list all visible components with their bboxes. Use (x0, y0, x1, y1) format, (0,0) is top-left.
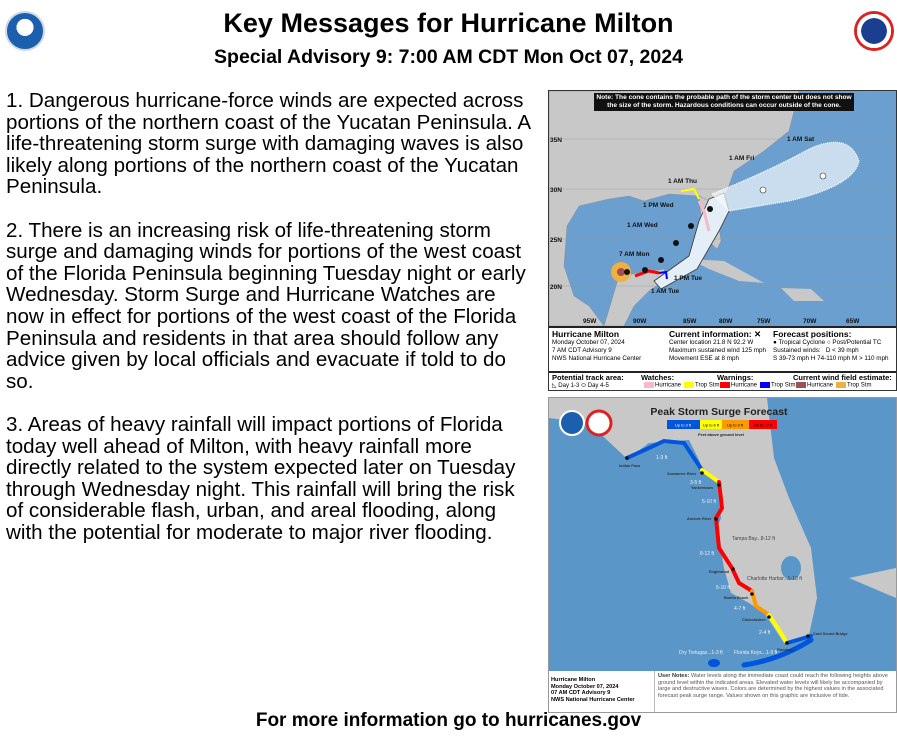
range-label: 2-4 ft (759, 630, 771, 636)
lat-label: 30N (550, 187, 562, 194)
info-center: NWS National Hurricane Center (552, 355, 642, 362)
surge-advisory: 07 AM CDT Advisory 9 (551, 690, 611, 696)
track-label: 1 AM Thu (668, 178, 698, 185)
surge-storm: Hurricane Milton (551, 677, 596, 683)
lat-label: 35N (550, 137, 562, 144)
place-label: Card Sound Bridge (813, 632, 848, 636)
warnings-title: Warnings: (717, 373, 754, 382)
surge-title: Peak Storm Surge Forecast (650, 406, 788, 418)
cone-map (549, 91, 896, 326)
ts-watch-key: Trop Stm (695, 382, 720, 389)
lon-label: 75W (757, 318, 771, 325)
key-messages (6, 90, 536, 565)
range-label: 1-3 ft (656, 455, 668, 461)
range-label: 5-10 ft (716, 585, 731, 591)
storm-name: Hurricane Milton (552, 329, 620, 339)
footer-link-text: For more information go to hurricanes.gov (255, 710, 642, 731)
keys-label: Florida Keys...1-3 ft (734, 650, 778, 656)
surge-graphic (548, 397, 897, 713)
movement: Movement ESE at 8 mph (669, 355, 739, 362)
cone-graphic (548, 90, 897, 391)
track-label: 1 PM Wed (643, 202, 674, 209)
track-label: 1 AM Wed (627, 222, 658, 229)
track-label: 7 AM Mon (619, 251, 650, 258)
dry-tortugas-label: Dry Tortugas...1-3 ft (679, 650, 723, 656)
wind-field-title: Current wind field estimate: (793, 373, 892, 382)
track-label: 1 AM Fri (729, 155, 755, 162)
ptc-key: ○ Post/Potential TC (826, 339, 882, 346)
place-label: Flamingo (777, 648, 794, 652)
place-label: Englewood (709, 570, 730, 574)
max-wind: Maximum sustained wind 125 mph (669, 347, 766, 354)
surge-footer (549, 671, 896, 712)
surge-map (549, 398, 896, 670)
advisory-subtitle: Special Advisory 9: 7:00 AM CDT Mon Oct 07, 2024 (214, 46, 683, 68)
current-info-title: Current information: ✕ (669, 329, 762, 339)
scale-9ft: Up to 9 ft (726, 422, 744, 428)
tc-key: ● Tropical Cyclone (773, 339, 826, 346)
hurricane-warning-key: Hurricane (731, 382, 758, 389)
range-label: 8-12 ft (700, 551, 715, 557)
place-label: Yankeetown (691, 486, 713, 490)
track-area-title: Potential track area: (552, 373, 624, 382)
hurricane-wind-key: Hurricane (807, 382, 834, 389)
forecast-positions-title: Forecast positions: (773, 329, 852, 339)
cone-legend: Potential track area: ◺ Day 1-3 ⬭ Day 4-5 Watches: Hurricane Trop Stm Warnings: Hurricane Trop Stm Current wind field estimate: Hurricane Trop Stm (549, 371, 896, 390)
user-notes: Water levels along the immediate coast could reach the following heights above ground level within the indicated areas. Elevated water levels will likely be accompanied by large and destructive waves. Colors are determined by the highest values in the associated forecast peak surge range. Values shown on this graphic are inclusive of tide. (658, 673, 888, 699)
d-key: D < 39 mph (825, 347, 859, 354)
lat-label: 20N (550, 284, 562, 291)
track-label: 1 AM Sat (787, 136, 815, 143)
key-message-2: 2. There is an increasing risk of life-threatening storm surge and damaging winds for portions of the west coast of the Florida Peninsula beginning Tuesday night or early Wednesday. Storm Surge and Hurricane Watches are now in effect for portions of the west coast of the Florida Peninsula and residents in that area should follow any advice given by local officials and evacuate if told to do so. (6, 218, 526, 393)
scale-6ft: Up to 6 ft (702, 422, 720, 428)
user-notes-label: User Notes: (658, 673, 690, 679)
page-title: Key Messages for Hurricane Milton (223, 8, 674, 38)
place-label: Bonita Beach (724, 596, 749, 600)
track-label: 1 AM Tue (651, 288, 680, 295)
range-label: 4-7 ft (734, 606, 746, 612)
lon-label: 95W (583, 318, 597, 325)
scale-3ft: Up to 3 ft (674, 422, 692, 428)
ts-warning-key: Trop Stm (771, 382, 796, 389)
charlotte-label: Charlotte Harbor...5-10 ft (747, 576, 803, 582)
key-message-1: 1. Dangerous hurricane-force winds are expected across portions of the northern coast of the Yucatan Peninsula. A life-threatening storm surge with damaging waves is also likely along portions of the northern coast of the Yucatan Peninsula. (6, 89, 530, 199)
cone-note: Note: The cone contains the probable path of the storm center but does not show the size of the storm. Hazardous conditions can occur outside of the cone. (594, 93, 854, 111)
place-label: Chokoloskee (742, 618, 766, 622)
day13-key: Day 1-3 (558, 383, 580, 389)
range-label: 5-10 ft (702, 499, 717, 505)
lat-label: 25N (550, 237, 562, 244)
surge-center: NWS National Hurricane Center (551, 696, 635, 703)
tampa-label: Tampa Bay...8-12 ft (732, 536, 775, 542)
lon-label: 65W (846, 318, 860, 325)
day45-key: Day 4-5 (587, 383, 609, 389)
ts-wind-key: Trop Stm (847, 382, 872, 389)
storm-info (549, 326, 896, 372)
hurricane-watch-key: Hurricane (655, 382, 682, 389)
key-message-3: 3. Areas of heavy rainfall will impact portions of Florida today well ahead of Milton, with heavy rainfall more directly related to the system expected later on Tuesday through Wednesday night. This rainfall will bring the risk of considerable flash, urban, and areal flooding, along with the potential for moderate to major river flooding. (6, 412, 516, 544)
place-label: Indian Pass (619, 464, 641, 468)
surge-date: Monday October 07, 2024 (551, 683, 619, 690)
surge-subtitle: Feet above ground level (698, 432, 744, 437)
shm-key: S 39-73 mph H 74-110 mph M > 110 mph (773, 355, 889, 362)
scale-12ft: Up to 12 ft (753, 422, 773, 428)
track-label: 1 PM Tue (674, 275, 703, 282)
info-advisory: 7 AM CDT Advisory 9 (552, 347, 612, 354)
range-label: 3-5 ft (690, 480, 702, 486)
place-label: Suwannee River (667, 472, 697, 476)
watches-title: Watches: (641, 373, 675, 382)
sustained-label: Sustained winds: (773, 347, 821, 354)
lon-label: 85W (683, 318, 697, 325)
center-location: Center location 21.8 N 92.2 W (669, 339, 754, 346)
lon-label: 80W (719, 318, 733, 325)
lon-label: 70W (803, 318, 817, 325)
place-label: Anclote River (687, 517, 712, 521)
info-date: Monday October 07, 2024 (552, 339, 625, 346)
lon-label: 90W (633, 318, 647, 325)
